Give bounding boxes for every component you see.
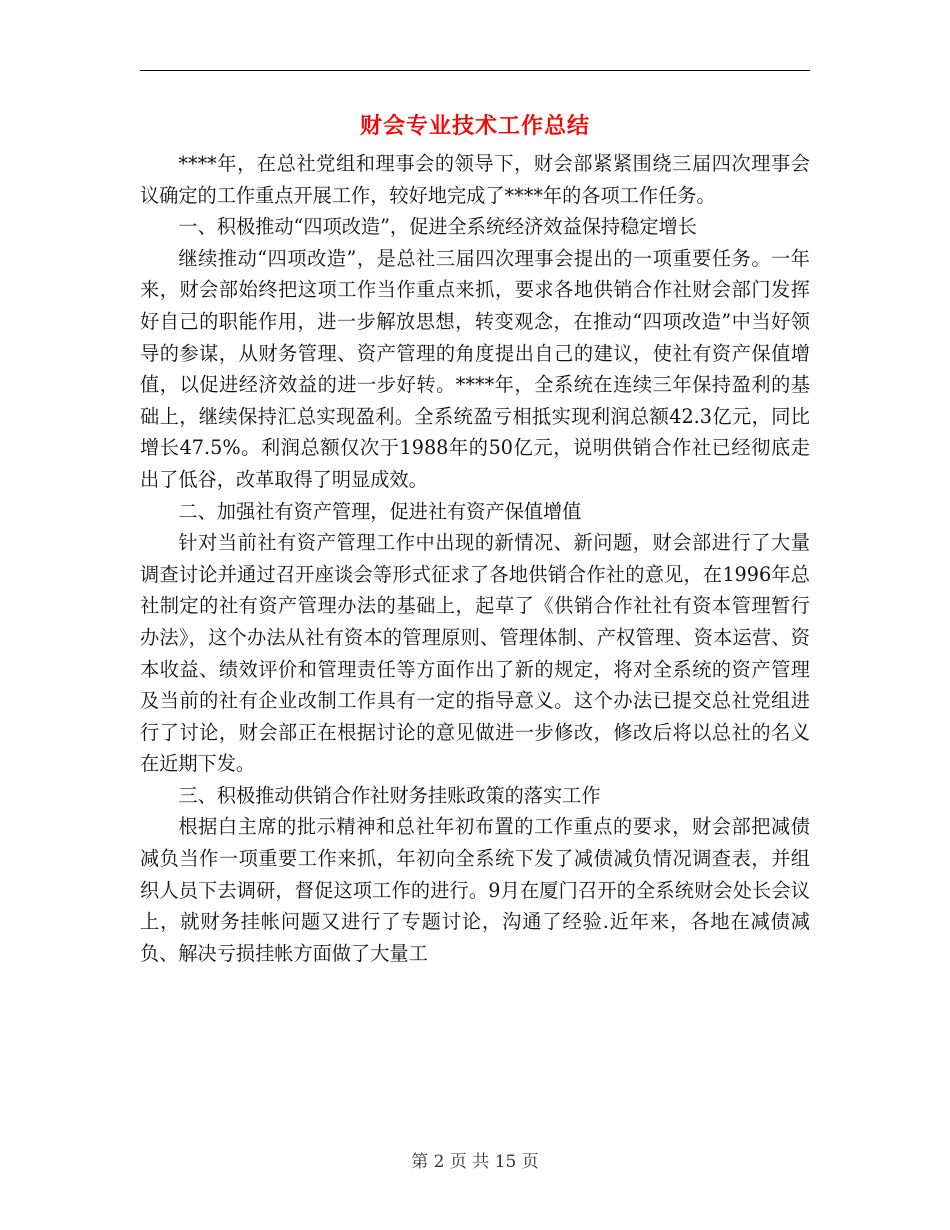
header-rule <box>140 70 810 71</box>
paragraph-intro: ****年，在总社党组和理事会的领导下，财会部紧紧围绕三届四次理事会议确定的工作重点开展工作，较好地完成了****年的各项工作任务。 <box>140 152 810 207</box>
paragraph-section-2: 针对当前社有资产管理工作中出现的新情况、新问题，财会部进行了大量调查讨论并通过召开座谈会等形式征求了各地供销合作社的意见，在1996年总社制定的社有资产管理办法的基础上，起草了《供销合作社社有资本管理暂行办法》，这个办法从社有资本的管理原则、管理体制、产权管理、资本运营、资本收益、绩效评价和管理责任等方面作出了新的规定，将对全系统的资产管理及当前的社有企业改制工作具有一定的指导意义。这个办法已提交总社党组进行了讨论，财会部正在根据讨论的意见做进一步修改，修改后将以总社的名义在近期下发。 <box>140 531 810 776</box>
section-heading-2: 二、加强社有资产管理，促进社有资产保值增值 <box>178 499 582 523</box>
document-title: 财会专业技术工作总结 <box>359 113 590 139</box>
document-body <box>140 148 810 969</box>
section-heading-1: 一、积极推动“四项改造”，促进全系统经济效益保持稳定增长 <box>178 215 697 239</box>
paragraph-section-3: 根据白主席的批示精神和总社年初布置的工作重点的要求，财会部把减债减负当作一项重要工作来抓，年初向全系统下发了减债减负情况调查表，并组织人员下去调研，督促这项工作的进行。9月在厦门召开的全系统财会处长会议上，就财务挂帐问题又进行了专题讨论，沟通了经验.近年来，各地在减债减负、解决亏损挂帐方面做了大量工 <box>140 815 810 965</box>
paragraph-section-1: 继续推动“四项改造”，是总社三届四次理事会提出的一项重要任务。一年来，财会部始终把这项工作当作重点来抓，要求各地供销合作社财会部门发挥好自己的职能作用，进一步解放思想，转变观念，在推动“四项改造”中当好领导的参谋，从财务管理、资产管理的角度提出自己的建议，使社有资产保值增值，以促进经济效益的进一步好转。****年，全系统在连续三年保持盈利的基础上，继续保持汇总实现盈利。全系统盈亏相抵实现利润总额42.3亿元，同比增长47.5%。利润总额仅次于1988年的50亿元，说明供销合作社已经彻底走出了低谷，改革取得了明显成效。 <box>140 246 810 491</box>
section-heading-3: 三、积极推动供销合作社财务挂账政策的落实工作 <box>178 783 601 807</box>
page-number-footer: 第 2 页 共 15 页 <box>411 1152 539 1172</box>
